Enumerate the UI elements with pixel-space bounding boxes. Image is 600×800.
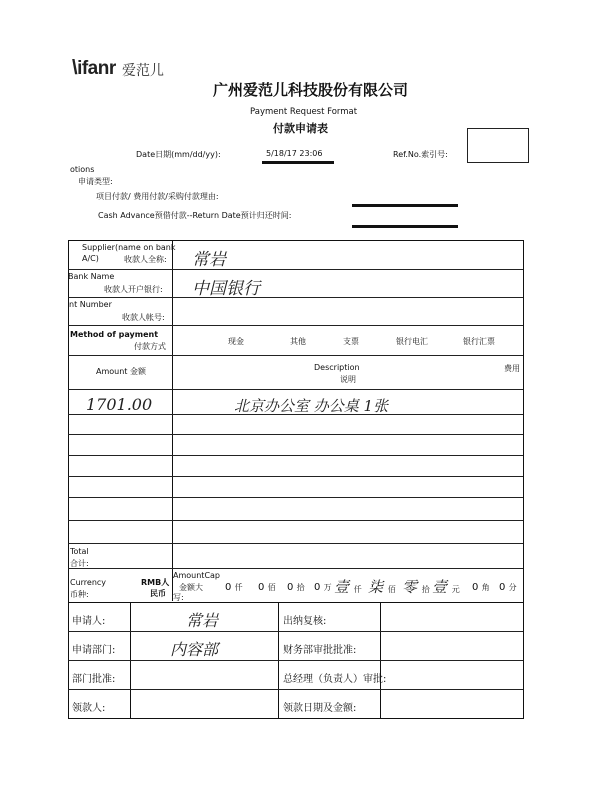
bank-label-en: Bank Name <box>68 272 115 281</box>
description-label-cn: 说明 <box>340 375 356 384</box>
supplier-label-en2: A/C) <box>82 254 99 263</box>
request-type-label: 申请类型: <box>78 177 113 186</box>
cap-label3: 写: <box>173 593 184 602</box>
cap-digit-5[interactable]: 柒 佰 <box>368 578 396 596</box>
logo-cn-text: 爱范儿 <box>122 63 164 79</box>
company-name: 广州爱范儿科技股份有限公司 <box>213 81 409 99</box>
dept-label: 申请部门: <box>72 645 116 656</box>
currency-label-cn: 币种: <box>70 590 89 599</box>
cash-advance-label: Cash Advance预借付款--Return Date预计归还时间: <box>98 211 292 220</box>
method-label-cn: 付款方式 <box>134 342 166 351</box>
cap-digit-7[interactable]: 壹 元 <box>432 578 460 596</box>
cap-digit-6[interactable]: 零 拾 <box>402 578 430 596</box>
supplier-label-cn: 收款人全称: <box>124 255 167 264</box>
applicant-label: 申请人: <box>72 616 106 627</box>
date-label: Date日期(mm/dd/yy): <box>136 150 221 159</box>
description-label-en: Description <box>314 363 360 372</box>
cap-digit-8: 0 角 <box>472 582 490 593</box>
gm-label: 总经理（负责人）审批: <box>283 674 387 685</box>
cap-label: AmountCap <box>173 571 221 580</box>
ref-label: Ref.No.索引号: <box>393 150 448 159</box>
total-label-cn: 合计: <box>70 559 89 568</box>
item-amount[interactable]: 1701.00 <box>86 395 153 414</box>
cap-digit-9: 0 分 <box>499 582 517 593</box>
receive-date-label: 领款日期及金额: <box>283 703 357 714</box>
option-line-2 <box>352 225 458 228</box>
bank-label-cn: 收款人开户银行: <box>104 285 163 294</box>
receiver-label: 领款人: <box>72 703 106 714</box>
options-heading: otions <box>70 165 95 174</box>
supplier-value[interactable]: 常岩 <box>192 250 226 270</box>
item-description[interactable]: 北京办公室 办公桌 1张 <box>234 397 389 415</box>
cap-digit-3: 0 万 <box>314 582 332 593</box>
method-other[interactable]: 其他 <box>290 337 306 346</box>
applicant-value[interactable]: 常岩 <box>186 611 219 630</box>
cashier-label: 出纳复核: <box>283 616 327 627</box>
method-cash[interactable]: 现金 <box>228 337 244 346</box>
rmb-label: RMB人 <box>141 578 170 587</box>
form-title-en: Payment Request Format <box>250 107 358 117</box>
cap-digit-4[interactable]: 壹 仟 <box>334 578 362 596</box>
finance-label: 财务部审批批准: <box>283 645 357 656</box>
amount-label: Amount 金额 <box>96 367 146 376</box>
project-payment-label: 项目付款/ 费用付款/采购付款理由: <box>96 192 219 201</box>
method-cheque[interactable]: 支票 <box>343 337 359 346</box>
date-underline <box>262 161 334 164</box>
dept-value[interactable]: 内容部 <box>170 640 219 659</box>
fee-label: 费用 <box>504 364 520 373</box>
method-label-en: Method of payment <box>70 330 159 339</box>
form-title-cn: 付款申请表 <box>273 122 328 135</box>
supplier-label-en: Supplier(name on bank <box>82 243 176 252</box>
cap-digit-2: 0 拾 <box>287 582 305 593</box>
table-col-divider <box>172 240 173 601</box>
bank-value[interactable]: 中国银行 <box>192 279 260 299</box>
rmb-label2: 民币 <box>150 589 166 598</box>
account-label-cn: 收款人帐号: <box>122 313 165 322</box>
total-label-en: Total <box>70 547 89 556</box>
date-value: 5/18/17 23:06 <box>266 149 323 158</box>
ifanr-logo: \ifanr <box>72 57 116 79</box>
cap-digit-0: 0 仟 <box>225 582 243 593</box>
account-label-en: nt Number <box>69 300 112 309</box>
method-wire[interactable]: 银行电汇 <box>396 337 428 346</box>
cap-digit-1: 0 佰 <box>258 582 276 593</box>
currency-label-en: Currency <box>70 578 107 587</box>
cap-label2: 金额大 <box>179 583 203 592</box>
ref-number-box[interactable] <box>467 128 529 163</box>
dept-approve-label: 部门批准: <box>72 674 116 685</box>
option-line-1 <box>352 204 458 207</box>
method-draft[interactable]: 银行汇票 <box>463 337 495 346</box>
